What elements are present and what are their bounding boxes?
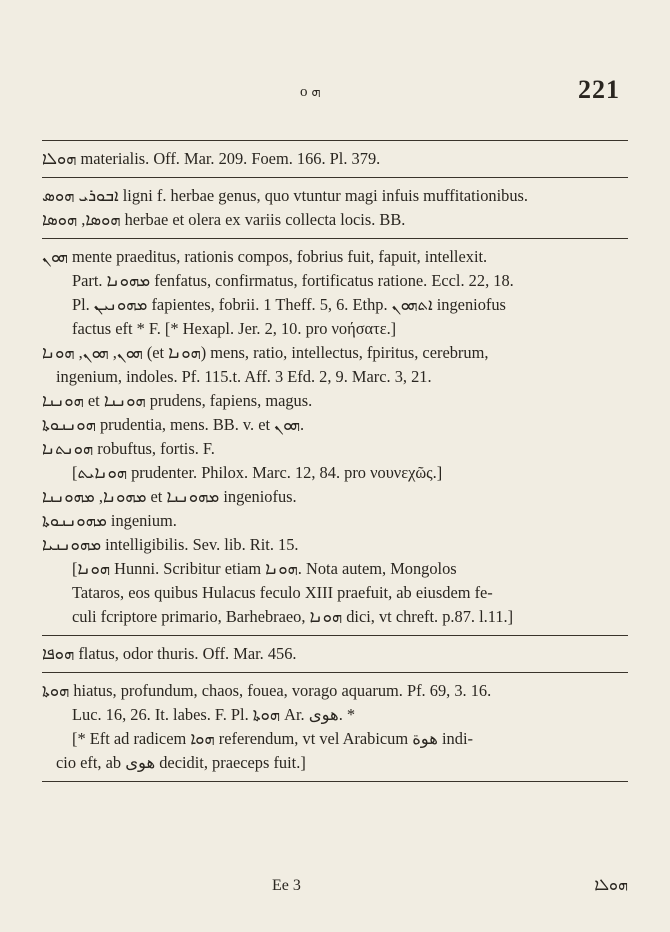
divider [42,635,628,636]
entry [42,642,628,666]
running-head: ο ܗ [300,84,321,100]
entry-line: ܗܘܢܢܐ et ܗܘܢܢܐ prudens, fapiens, magus. [42,391,313,410]
divider [42,177,628,178]
entry-line: ܗܘܣܐ, ܗܘܣܐ herbae et olera ex variis collecta locis. BB. [42,210,406,229]
page-number: 221 [578,75,620,104]
entry-line: Tataros, eos quibus Hulacus feculo XIII praefuit, ab eiusdem fe- [72,583,493,602]
catchword: ܗܘܠܐ [594,877,628,894]
entry-line: ܗܘܢ, ܗܘܢ, ܗܘܢܐ (et ܗܘܢܐ) mens, ratio, intellectus, fpiritus, cerebrum, [42,343,489,362]
page-body [42,112,628,788]
entry-line: [* Eft ad radicem ܗܘܐ referendum, vt vel Arabicum هوة indi- [72,729,473,748]
entry-line: ܡܗܘܢܢܝܐ intelligibilis. Sev. lib. Rit. 15. [42,535,299,554]
entry-line: ingenium, indoles. Pf. 115.t. Aff. 3 Efd. 2, 9. Marc. 3, 21. [56,367,432,386]
entry [42,184,628,232]
entry-line: ܗܘܦܐ flatus, odor thuris. Off. Mar. 456. [42,644,297,663]
entry [42,147,628,171]
entry-line: culi fcriptore primario, Barhebraeo, ܗܘܢܐ dici, vt chreft. p.87. l.11.] [72,607,514,626]
entry [42,679,628,775]
entry-line: cio eft, ab هوى decidit, praeceps fuit.] [56,753,306,772]
entry-line: ܗܘܬܐ hiatus, profundum, chaos, fouea, vorago aquarum. Pf. 69, 3. 16. [42,681,492,700]
entry-line: Part. ܡܗܘܢܐ fenfatus, confirmatus, fortificatus ratione. Eccl. 22, 18. [72,271,514,290]
entry-line: ܡܗܘܢܐ, ܡܗܘܢܢܐ et ܡܗܘܢܢܐ ingeniofus. [42,487,297,506]
divider [42,140,628,141]
entry-line: ܗܘܢ mente praeditus, rationis compos, fobrius fuit, fapuit, intellexit. [42,247,488,266]
signature-mark: Ee 3 [272,877,301,894]
entry [42,245,628,629]
divider [42,781,628,782]
entry-line: Pl. ܡܗܘܢܝܢ fapientes, fobrii. 1 Theff. 5, 6. Ethp. ܐܬܗܘܢ ingeniofus [72,295,506,314]
entry-line: ܡܗܘܢܢܘܬܐ ingenium. [42,511,177,530]
divider [42,672,628,673]
entry-line: ܗܘܠܐ materialis. Off. Mar. 209. Foem. 166. Pl. 379. [42,149,381,168]
divider [42,238,628,239]
entry-line: ܗܘܢܢܘܬܐ prudentia, mens. BB. v. et ܗܘܢ. [42,415,305,434]
entry-line: factus eft * F. [* Hexapl. Jer. 2, 10. pro νοήσατε.] [72,319,397,338]
entry-line: ܗܘܢܬܢܐ robuftus, fortis. F. [42,439,215,458]
entry-line: [ܗܘܢܐܝܬ prudenter. Philox. Marc. 12, 84. pro νουνεχῶς.] [72,463,443,482]
entry-line: ܐܒܘܪܝ ܗܘܣ ligni f. herbae genus, quo vtuntur magi infuis muffitationibus. [42,186,529,205]
entry-line: Luc. 16, 26. It. labes. F. Pl. ܗܘܬܐ Ar. هوى. * [72,705,356,724]
entry-line: [ܗܘܢܐ Hunni. Scribitur etiam ܗܘܢܐ. Nota autem, Mongolos [72,559,457,578]
